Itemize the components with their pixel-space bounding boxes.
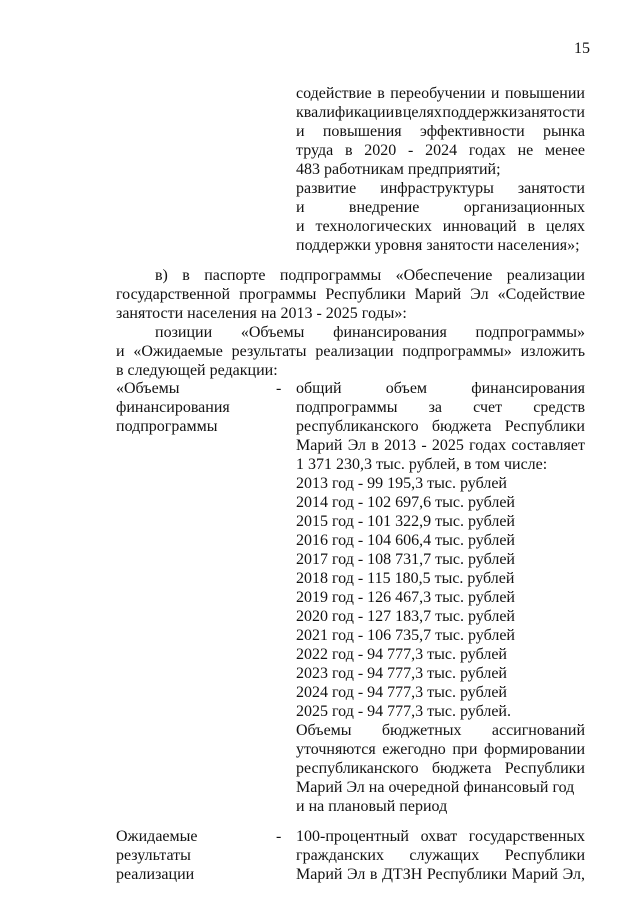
word: эффективности xyxy=(419,123,525,140)
financing-year-line: 2025 год - 94 777,3 тыс. рублей. xyxy=(296,703,511,720)
word: инфраструктуры xyxy=(380,180,494,197)
word: в xyxy=(377,85,385,102)
intro-line xyxy=(296,142,585,160)
word: годах xyxy=(468,142,506,159)
financing-year-line: 2024 год - 94 777,3 тыс. рублей xyxy=(296,684,507,701)
word: развитие xyxy=(296,180,357,197)
section-v-line: занятости населения на 2013 - 2025 годы»: xyxy=(116,305,407,322)
word: технологических xyxy=(315,218,432,235)
financing-year-line: 2021 год - 106 735,7 тыс. рублей xyxy=(296,627,515,644)
financing-year-line: 2023 год - 94 777,3 тыс. рублей xyxy=(296,665,507,682)
word: занятости xyxy=(517,104,585,121)
financing-year-line: 2017 год - 108 731,7 тыс. рублей xyxy=(296,551,515,568)
word: целях xyxy=(545,218,585,235)
word: поддержки xyxy=(442,104,518,121)
section-v-line: в) в паспорте подпрограммы «Обеспечение реализации xyxy=(155,267,585,284)
word: организационных xyxy=(463,199,585,216)
financing-value-line: общий объем финансирования xyxy=(296,380,585,397)
word: переобучении xyxy=(390,85,486,102)
word: труда xyxy=(296,142,334,159)
section-v-line: позиции «Объемы финансирования подпрограммы» xyxy=(155,324,585,341)
section-v-line: в следующей редакции: xyxy=(116,362,278,379)
word: не xyxy=(517,142,534,159)
word: и xyxy=(296,199,305,216)
word: и xyxy=(296,218,305,235)
financing-year-line: 2019 год - 126 467,3 тыс. рублей xyxy=(296,589,515,606)
financing-value-line: Марий Эл на очередной финансовый год xyxy=(296,779,575,796)
financing-value-line: подпрограммы за счет средств xyxy=(296,399,585,416)
intro-line xyxy=(296,85,585,103)
intro-line xyxy=(296,104,585,122)
financing-year-line: 2013 год - 99 195,3 тыс. рублей xyxy=(296,475,507,492)
word: в xyxy=(527,218,536,235)
results-value-line: Марий Эл в ДТЗН Республики Марий Эл, xyxy=(296,866,585,883)
financing-label-line: финансирования xyxy=(116,399,230,416)
word: рынка xyxy=(543,123,585,140)
results-label-line: результаты xyxy=(116,847,191,864)
financing-value-line: республиканского бюджета Республики xyxy=(296,418,585,435)
financing-value-line: 1 371 230,3 тыс. рублей, в том числе: xyxy=(296,456,548,473)
financing-label-line: подпрограммы xyxy=(116,418,218,435)
section-v-line: и «Ожидаемые результаты реализации подпрограммы» изложить xyxy=(116,343,585,360)
intro-line xyxy=(296,180,585,198)
word: в xyxy=(394,104,403,121)
financing-value-line: и на плановый период xyxy=(296,798,448,815)
financing-year-line: 2015 год - 101 322,9 тыс. рублей xyxy=(296,513,515,530)
word: занятости xyxy=(517,180,585,197)
financing-value-line: Марий Эл в 2013 - 2025 годах составляет xyxy=(296,437,585,454)
page-number: 15 xyxy=(574,40,590,57)
intro-line xyxy=(296,123,585,141)
intro-line xyxy=(296,161,501,179)
results-dash: - xyxy=(276,828,282,845)
word: в xyxy=(344,142,353,159)
word: и xyxy=(490,85,500,102)
intro-text: поддержки уровня занятости населения»; xyxy=(296,237,580,254)
word: повышения xyxy=(322,123,402,140)
word: содействие xyxy=(296,85,372,102)
intro-line xyxy=(296,218,585,236)
results-value-line: 100-процентный охват государственных xyxy=(296,828,585,845)
financing-year-line: 2016 год - 104 606,4 тыс. рублей xyxy=(296,532,515,549)
section-v-line: государственной программы Республики Марий Эл «Содействие xyxy=(116,286,585,303)
word: целях xyxy=(402,104,442,121)
intro-line xyxy=(296,237,580,255)
word: инноваций xyxy=(442,218,517,235)
financing-year-line: 2022 год - 94 777,3 тыс. рублей xyxy=(296,646,507,663)
word: повышении xyxy=(504,85,585,102)
financing-dash: - xyxy=(276,380,282,397)
financing-value-line: Объемы бюджетных ассигнований xyxy=(296,722,585,739)
financing-value-line: республиканского бюджета Республики xyxy=(296,760,585,777)
word: внедрение xyxy=(348,199,420,216)
word: менее xyxy=(544,142,585,159)
word: и xyxy=(296,123,305,140)
results-label-line: Ожидаемые xyxy=(116,828,198,845)
word: - xyxy=(408,142,414,159)
financing-label-line: «Объемы xyxy=(116,380,180,397)
financing-year-line: 2020 год - 127 183,7 тыс. рублей xyxy=(296,608,515,625)
financing-year-line: 2014 год - 102 697,6 тыс. рублей xyxy=(296,494,515,511)
financing-year-line: 2018 год - 115 180,5 тыс. рублей xyxy=(296,570,515,587)
intro-line xyxy=(296,199,585,217)
intro-text: 483 работникам предприятий; xyxy=(296,161,501,178)
word: 2024 xyxy=(425,142,458,159)
word: 2020 xyxy=(364,142,397,159)
word: квалификации xyxy=(296,104,395,121)
results-value-line: гражданских служащих Республики xyxy=(296,847,585,864)
results-label-line: реализации xyxy=(116,866,195,883)
financing-value-line: уточняются ежегодно при формировании xyxy=(296,741,585,758)
